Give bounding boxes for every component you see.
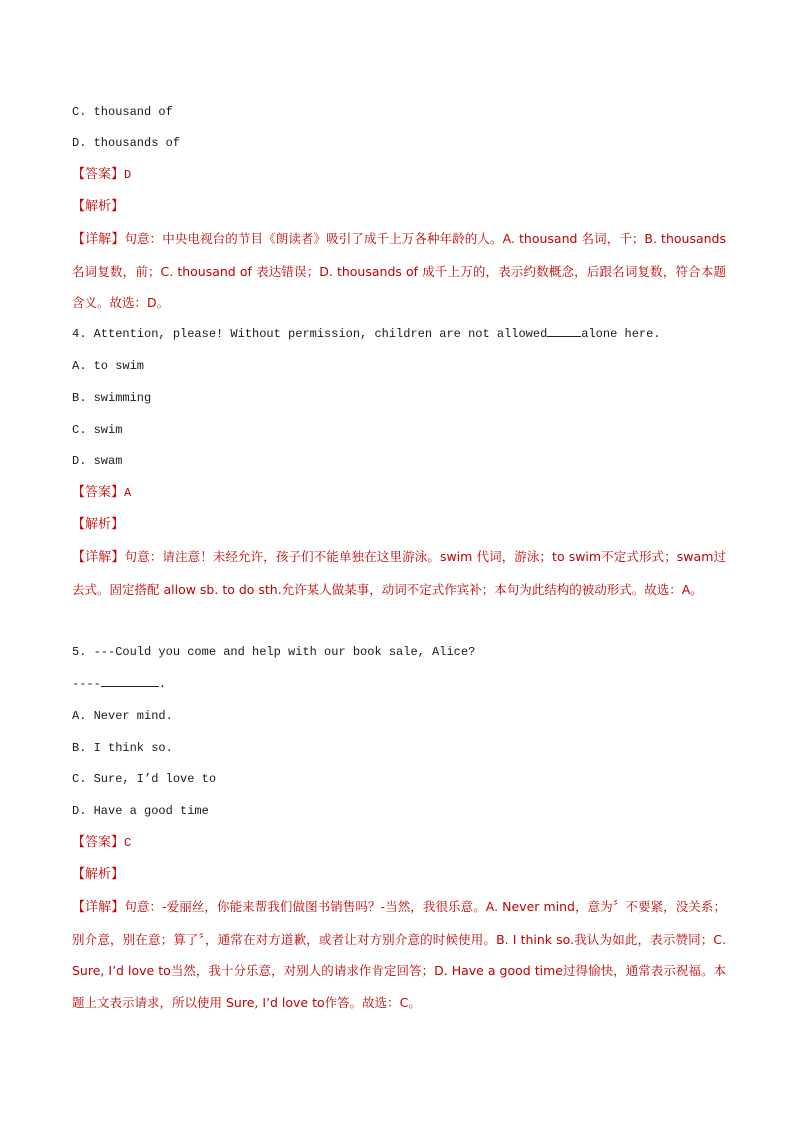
- detail-label: 【详解】: [72, 900, 125, 915]
- q5-option-b: B. I think so.: [72, 741, 173, 755]
- analysis-label: 【解析】: [72, 199, 125, 214]
- analysis-label: 【解析】: [72, 867, 125, 882]
- reply-prefix: ----: [72, 677, 101, 691]
- q4-option-a: A. to swim: [72, 359, 145, 373]
- q3-option-c: C. thousand of: [72, 105, 173, 119]
- q4-detail-paragraph: [72, 541, 726, 605]
- answer-value: A: [124, 486, 132, 500]
- q5-question: 5. ---Could you come and help with our book sale, Alice?: [72, 645, 476, 659]
- q5-analysis-label: [72, 866, 726, 883]
- reply-suffix: .: [158, 677, 167, 691]
- q5-option-c: C. Sure, I’d love to: [72, 772, 217, 786]
- answer-label: 【答案】: [72, 485, 125, 500]
- answer-value: D: [124, 168, 132, 182]
- q5-option-d: D. Have a good time: [72, 804, 209, 818]
- q5-answer-line: [72, 834, 726, 851]
- q3-option-d: D. thousands of: [72, 136, 181, 150]
- detail-text: 句意：请注意！未经允许，孩子们不能单独在这里游泳。swim 代词，游泳；to swim不定式形式；swam过去式。固定搭配 allow sb. to do sth.允许某人做某事，动词不定式作宾补；本句为此结构的被动形式。故选：A。: [72, 549, 726, 597]
- answer-blank: [547, 326, 581, 337]
- analysis-label: 【解析】: [72, 517, 125, 532]
- detail-text: 句意：中央电视台的节目《朗读者》吸引了成千上万各种年龄的人。A. thousand 名词，千；B. thousands名词复数，前；C. thousand of 表达错误；D. thousands of 成千上万的，表示约数概念，后跟名词复数，符合本题含义。故选：D。: [72, 231, 726, 311]
- question-text-after: alone here.: [581, 327, 661, 341]
- detail-text: 句意：-爱丽丝，你能来帮我们做图书销售吗？-当然，我很乐意。A. Never mind，意为〞不要紧，没关系；别介意，别在意；算了〞，通常在对方道歉，或者让对方别介意的时候使用。B. I think so.我认为如此，表示赞同；C. Sure, I’d love to当然，我十分乐意，对别人的请求作肯定回答；D. Have a good time过得愉快，通常表示祝福。本题上文表示请求，所以使用 Sure, I’d love to作答。故选：C。: [72, 899, 726, 1010]
- q4-answer-line: [72, 484, 726, 501]
- question-text: 4. Attention, please! Without permission, children are not allowed: [72, 327, 548, 341]
- q5-detail-paragraph: [72, 891, 726, 1018]
- answer-value: C: [124, 836, 132, 850]
- detail-label: 【详解】: [72, 550, 125, 565]
- answer-label: 【答案】: [72, 835, 125, 850]
- q5-reply-line: [72, 676, 726, 692]
- detail-label: 【详解】: [72, 232, 125, 247]
- q4-option-d: D. swam: [72, 454, 123, 468]
- answer-blank: [101, 676, 159, 687]
- q3-analysis-label: [72, 198, 726, 215]
- q3-detail-paragraph: [72, 223, 726, 319]
- q4-question: [72, 326, 726, 342]
- q4-analysis-label: [72, 516, 726, 533]
- q5-option-a: A. Never mind.: [72, 709, 173, 723]
- answer-label: 【答案】: [72, 167, 125, 182]
- q4-option-c: C. swim: [72, 423, 123, 437]
- q4-option-b: B. swimming: [72, 391, 152, 405]
- q3-answer-line: [72, 166, 726, 183]
